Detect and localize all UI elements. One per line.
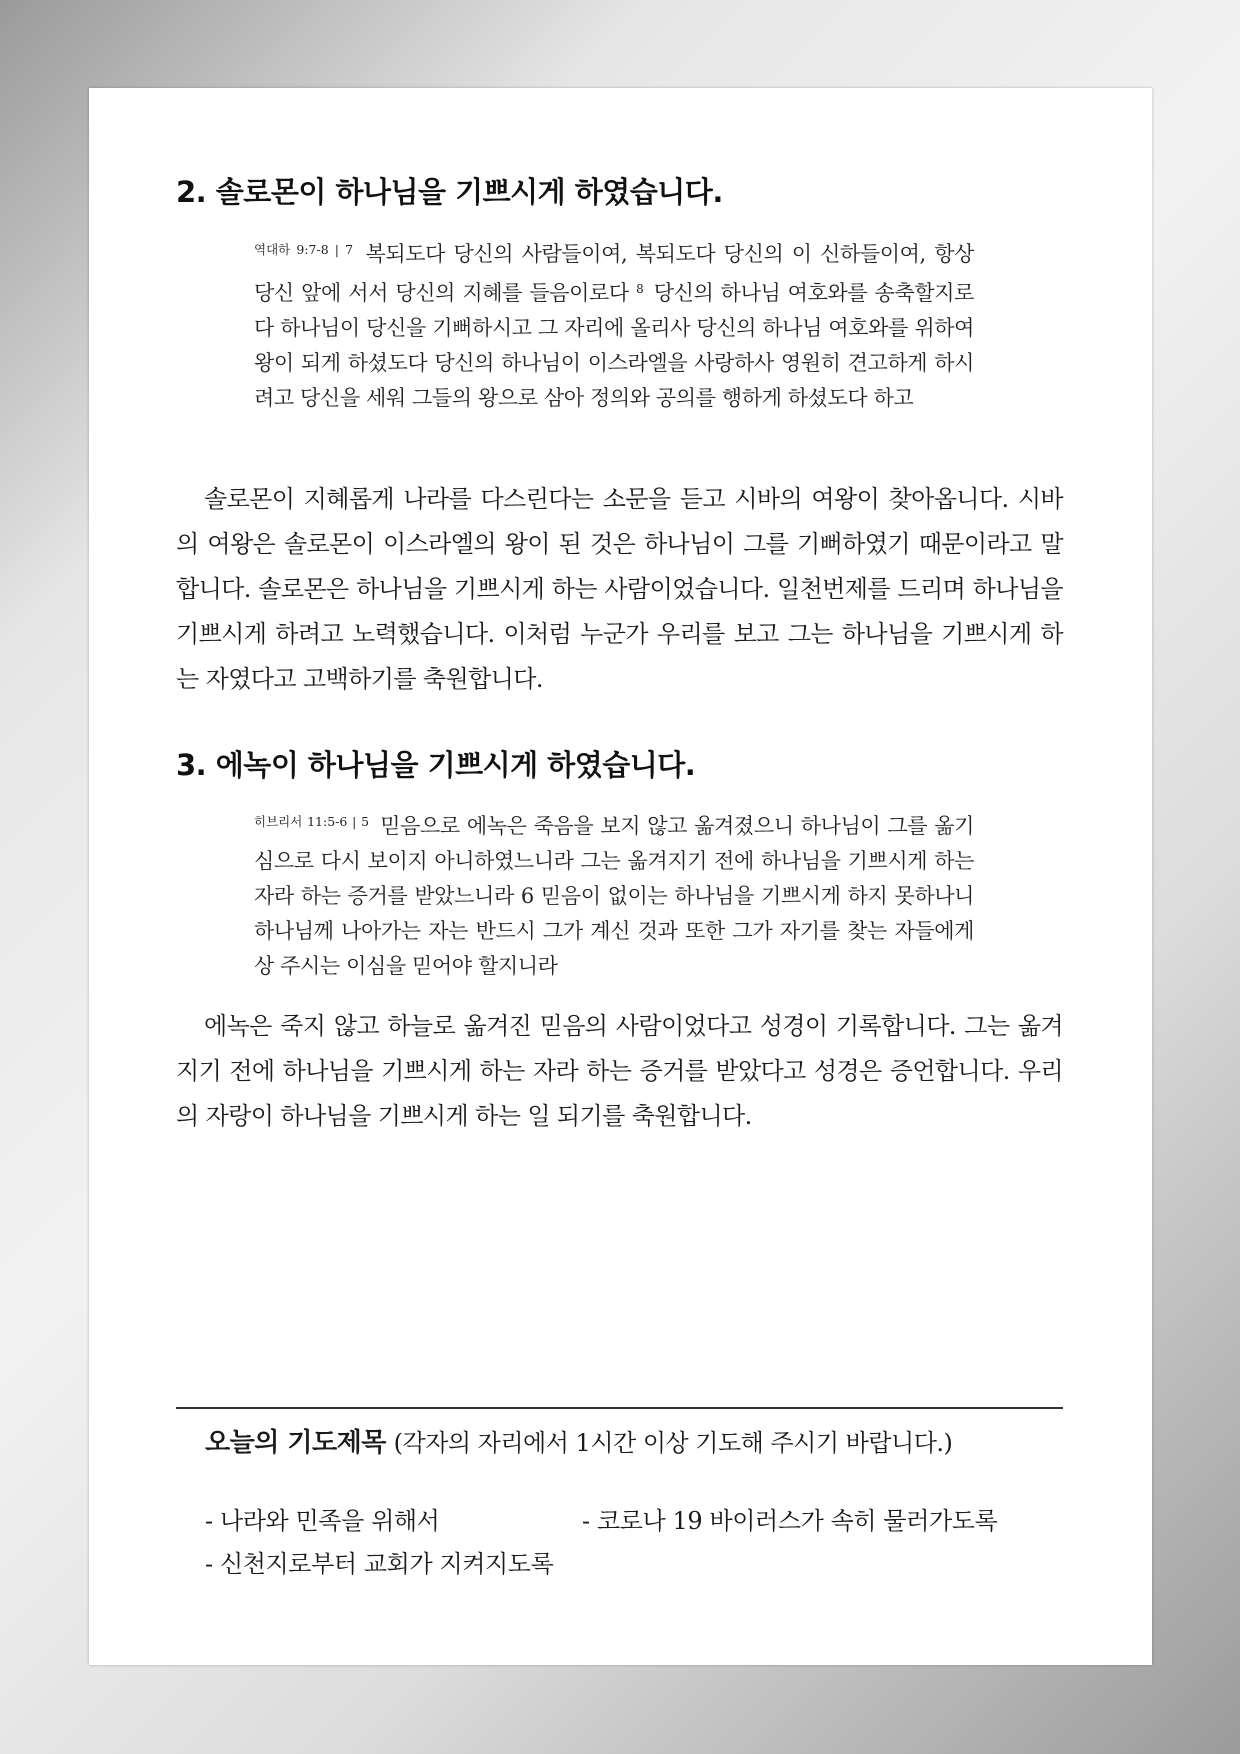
prayer-title-label: 오늘의 기도제목 (205, 1428, 386, 1458)
verse-number: 8 (636, 282, 644, 296)
verse-reference: 역대하 9:7-8 | 7 (254, 242, 354, 257)
verse-text: 당신의 하나님 여호와를 송축할지로다 하나님이 당신을 기뻐하시고 그 자리에 올리사 당신의 하나님 여호와를 위하여 왕이 되게 하셨도다 당신의 하나님이 이스라엘을 사랑하사 영원히 견고하게 하시려고 당신을 세워 그들의 왕으로 삼아 정의와 공의를 행하게 하셨도다 하고 (254, 281, 974, 410)
prayer-item: - 코로나 19 바이러스가 속히 물러가도록 (582, 1507, 998, 1535)
section-3-verse (254, 804, 974, 984)
verse-text: 믿음으로 에녹은 죽음을 보지 않고 옮겨졌으니 하나님이 그를 옮기심으로 다시 보이지 아니하였느니라 그는 옮겨지기 전에 하나님을 기쁘시게 하는 자라 하는 증거를 받았느니라 6 믿음이 없이는 하나님을 기쁘시게 하지 못하나니 하나님께 나아가는 자는 반드시 그가 계신 것과 또한 그가 자기를 찾는 자들에게 상 주시는 이심을 믿어야 할지니라 (254, 814, 974, 978)
section-3-heading: 3. 에녹이 하나님을 기쁘시게 하였습니다. (176, 748, 696, 782)
divider (176, 1407, 1063, 1409)
prayer-title-note: (각자의 자리에서 1시간 이상 기도해 주시기 바랍니다.) (393, 1429, 953, 1457)
section-2-body: 솔로몬이 지혜롭게 나라를 다스린다는 소문을 듣고 시바의 여왕이 찾아옵니다. 시바의 여왕은 솔로몬이 이스라엘의 왕이 된 것은 하나님이 그를 기뻐하였기 때문이라고 말합니다. 솔로몬은 하나님을 기쁘시게 하는 사람이었습니다. 일천번제를 드리며 하나님을 기쁘시게 하려고 노력했습니다. 이처럼 누군가 우리를 보고 그는 하나님을 기쁘시게 하는 자였다고 고백하기를 축원합니다. (176, 485, 1063, 693)
section-3-body: 에녹은 죽지 않고 하늘로 옮겨진 믿음의 사람이었다고 성경이 기록합니다. 그는 옮겨지기 전에 하나님을 기쁘시게 하는 자라 하는 증거를 받았다고 성경은 증언합니다. 우리의 자랑이 하나님을 기쁘시게 하는 일 되기를 축원합니다. (176, 1012, 1063, 1130)
section-2-heading: 2. 솔로몬이 하나님을 기쁘시게 하였습니다. (176, 175, 723, 209)
prayer-title (205, 1422, 952, 1459)
section-2-verse (254, 232, 974, 416)
prayer-item: - 나라와 민족을 위해서 (205, 1507, 440, 1535)
document-page (89, 88, 1152, 1665)
verse-reference: 히브리서 11:5-6 | 5 (254, 814, 370, 829)
verse-text: 복되도다 당신의 사람들이여, 복되도다 당신의 이 신하들이여, 항상 당신 앞에 서서 당신의 지혜를 들음이로다 (254, 242, 974, 305)
prayer-item: - 신천지로부터 교회가 지켜지도록 (205, 1550, 554, 1578)
